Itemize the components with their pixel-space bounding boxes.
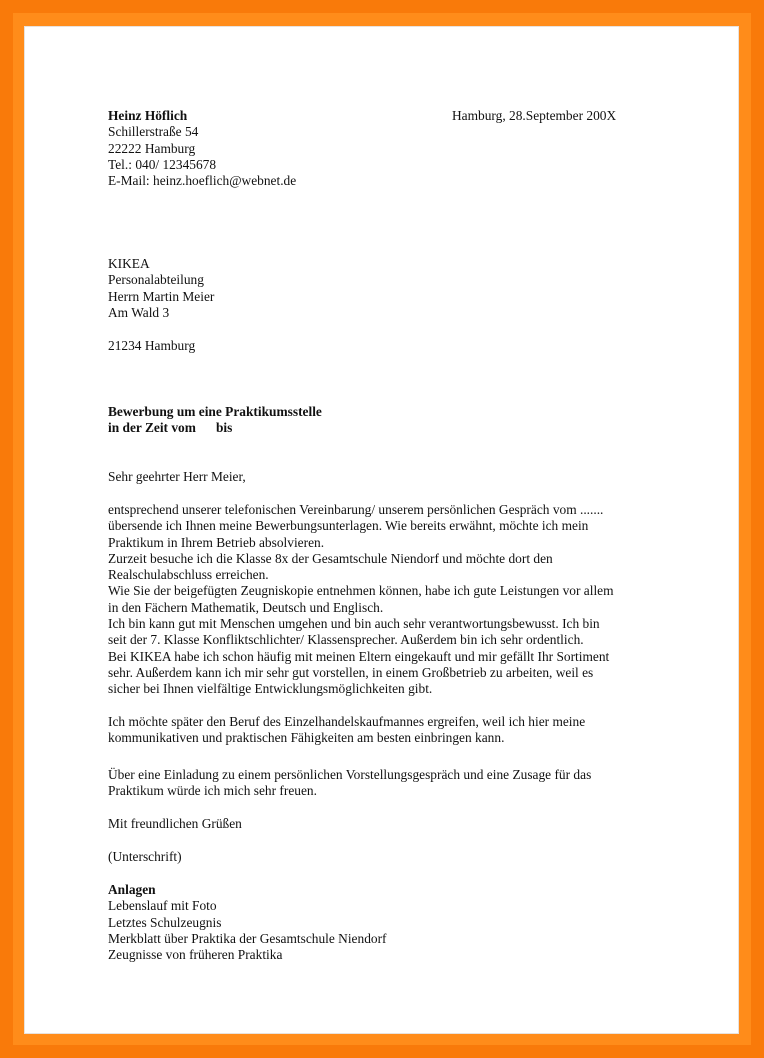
- body-paragraph-1: [108, 502, 614, 698]
- sender-email: E-Mail: heinz.hoeflich@webnet.de: [108, 173, 297, 189]
- body-line: Über eine Einladung zu einem persönlichen Vorstellungsgespräch und eine Zusage für das: [108, 767, 592, 782]
- body-line: Ich möchte später den Beruf des Einzelhandelskaufmannes ergreifen, weil ich hier meine: [108, 714, 586, 729]
- sender-block: [108, 108, 296, 189]
- body-line: sicher bei Ihnen vielfältige Entwicklungsmöglichkeiten gibt.: [108, 681, 433, 697]
- recipient-company: KIKEA: [108, 256, 150, 271]
- body-line: Praktikum in Ihrem Betrieb absolvieren.: [108, 534, 325, 550]
- body-paragraph-2: [108, 714, 585, 747]
- recipient-department: Personalabteilung: [108, 272, 204, 288]
- attachment-item: Zeugnisse von früheren Praktika: [108, 947, 283, 963]
- attachments-block: [108, 882, 387, 963]
- body-line: Praktikum würde ich mich sehr freuen.: [108, 783, 317, 799]
- body-line: übersende ich Ihnen meine Bewerbungsunterlagen. Wie bereits erwähnt, möchte ich mein: [108, 518, 589, 534]
- recipient-block: [108, 256, 214, 321]
- body-line: kommunikativen und praktischen Fähigkeiten am besten einbringen kann.: [108, 730, 505, 746]
- body-line: entsprechend unserer telefonischen Vereinbarung/ unserem persönlichen Gespräch vom .......: [108, 502, 604, 517]
- letter-date: Hamburg, 28.September 200X: [452, 108, 617, 123]
- body-line: in den Fächern Mathematik, Deutsch und Englisch.: [108, 599, 384, 615]
- sender-phone: Tel.: 040/ 12345678: [108, 156, 217, 172]
- sender-street: Schillerstraße 54: [108, 124, 199, 140]
- body-paragraph-3: [108, 767, 591, 800]
- attachment-item: Lebenslauf mit Foto: [108, 898, 217, 914]
- body-line: Ich bin kann gut mit Menschen umgehen und bin auch sehr verantwortungsbewusst. Ich bin: [108, 616, 600, 632]
- attachments-heading: Anlagen: [108, 882, 156, 897]
- sender-name: Heinz Höflich: [108, 108, 188, 123]
- salutation: Sehr geehrter Herr Meier,: [108, 469, 246, 484]
- body-line: Realschulabschluss erreichen.: [108, 567, 269, 583]
- subject-line-1: Bewerbung um eine Praktikumsstelle: [108, 404, 322, 419]
- closing: Mit freundlichen Grüßen: [108, 816, 242, 831]
- body-line: Bei KIKEA habe ich schon häufig mit meinen Eltern eingekauft und mir gefällt Ihr Sortiment: [108, 648, 610, 664]
- attachment-item: Letztes Schulzeugnis: [108, 914, 222, 930]
- body-line: Zurzeit besuche ich die Klasse 8x der Gesamtschule Niendorf und möchte dort den: [108, 550, 553, 566]
- signature-placeholder: (Unterschrift): [108, 849, 182, 864]
- subject-line-2: in der Zeit vom bis: [108, 420, 233, 436]
- sender-city: 22222 Hamburg: [108, 140, 196, 156]
- body-line: sehr. Außerdem kann ich mir sehr gut vorstellen, in einem Großbetrieb zu arbeiten, weil es: [108, 664, 594, 680]
- attachment-item: Merkblatt über Praktika der Gesamtschule Niendorf: [108, 930, 387, 946]
- body-line: Wie Sie der beigefügten Zeugniskopie entnehmen können, habe ich gute Leistungen vor allem: [108, 583, 614, 599]
- recipient-city: 21234 Hamburg: [108, 338, 196, 353]
- recipient-street: Am Wald 3: [108, 304, 170, 320]
- body-line: seit der 7. Klasse Konfliktschlichter/ Klassensprecher. Außerdem bin ich sehr ordentlich.: [108, 632, 584, 648]
- letter-page: [25, 27, 738, 1033]
- recipient-person: Herrn Martin Meier: [108, 288, 215, 304]
- subject-block: [108, 404, 322, 437]
